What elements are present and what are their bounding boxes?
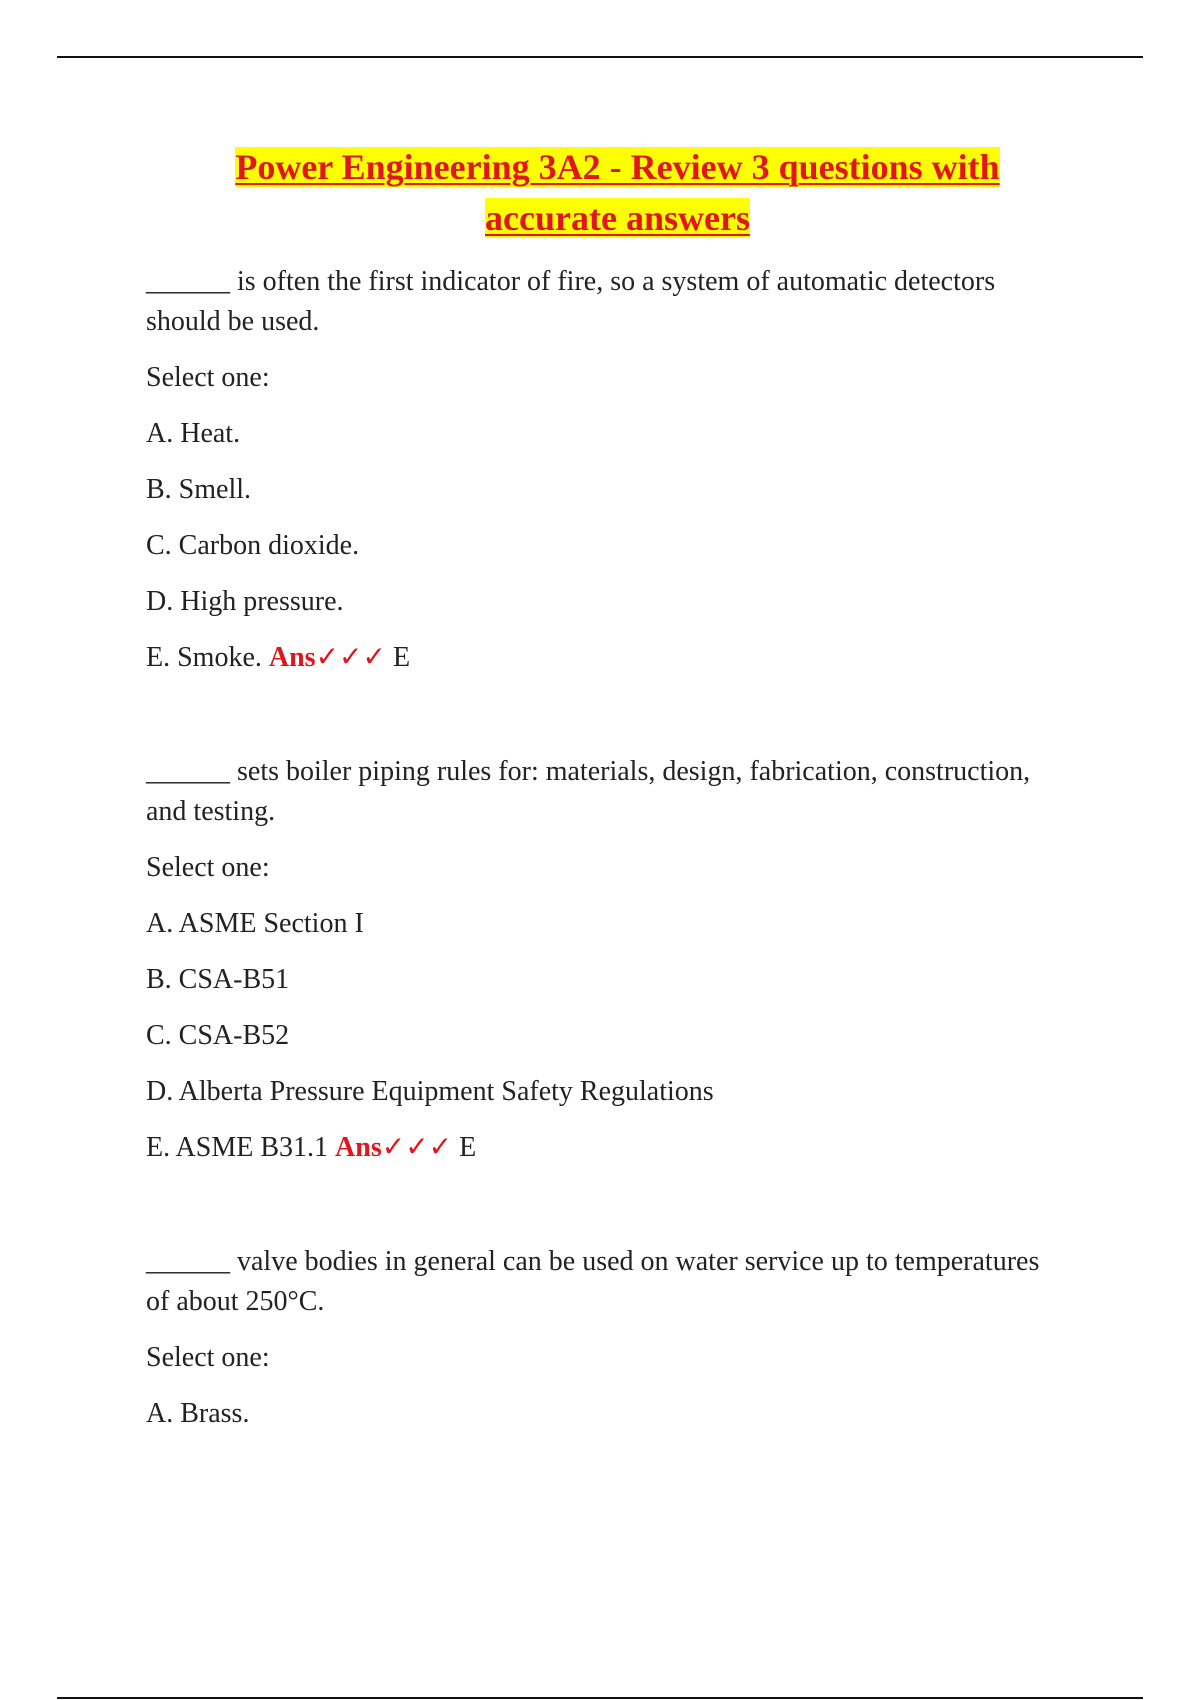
select-prompt: Select one: (146, 362, 270, 393)
check-marks-icon: ✓✓✓ (381, 1132, 453, 1163)
option-e (146, 1128, 1046, 1168)
question-3 (146, 1242, 1046, 1434)
option-a: A. ASME Section I (146, 908, 364, 939)
check-marks-icon: ✓✓✓ (315, 642, 386, 673)
option-c: C. CSA-B52 (146, 1020, 290, 1051)
document-title (140, 142, 1095, 244)
option-e (146, 638, 1046, 678)
option-d: D. High pressure. (146, 586, 344, 617)
question-2 (146, 752, 1046, 1168)
answer-label: Ans (268, 642, 316, 673)
question-stem: ______ is often the first indicator of fire, so a system of automatic detectors should be used. (146, 266, 996, 337)
option-c: C. Carbon dioxide. (146, 530, 360, 561)
option-a: A. Brass. (146, 1398, 250, 1429)
option-a: A. Heat. (146, 418, 241, 449)
question-list (146, 262, 1046, 1508)
option-d: D. Alberta Pressure Equipment Safety Regulations (146, 1076, 714, 1107)
answer-label: Ans (335, 1132, 382, 1163)
question-stem: ______ sets boiler piping rules for: materials, design, fabrication, construction, and testing. (146, 756, 1031, 827)
question-stem: ______ valve bodies in general can be used on water service up to temperatures of about 250°C. (146, 1246, 1040, 1317)
answer-value: E (459, 1132, 477, 1163)
option-b: B. CSA-B51 (146, 964, 290, 995)
option-e-text: E. Smoke. (146, 642, 262, 673)
title-line-2: accurate answers (485, 198, 750, 238)
select-prompt: Select one: (146, 1342, 270, 1373)
question-1 (146, 262, 1046, 678)
option-e-text: E. ASME B31.1 (146, 1132, 329, 1163)
option-b: B. Smell. (146, 474, 252, 505)
title-line-1: Power Engineering 3A2 - Review 3 questions with (235, 147, 1000, 187)
answer-value: E (392, 642, 411, 673)
header-rule (57, 56, 1143, 58)
select-prompt: Select one: (146, 852, 270, 883)
footer-rule (57, 1697, 1143, 1699)
